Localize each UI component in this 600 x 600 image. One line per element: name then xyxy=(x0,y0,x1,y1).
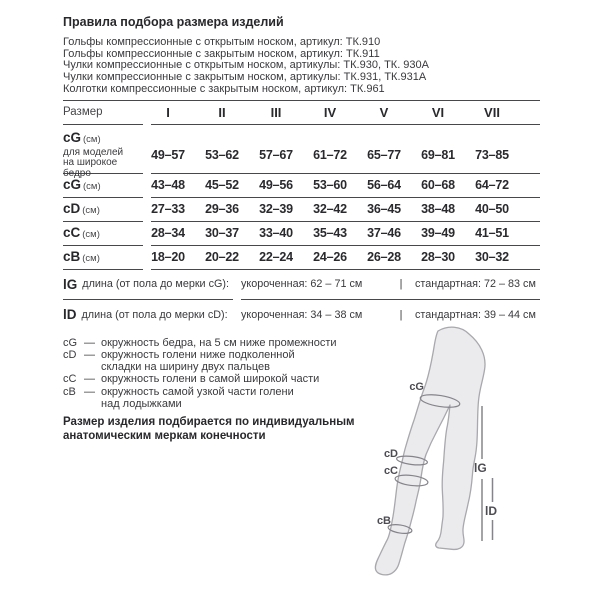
product-line: Чулки компрессионные с открытым носком, артикулы: ТК.930, ТК. 930А xyxy=(63,59,429,72)
note-code: cG xyxy=(63,336,78,349)
length-standard-value: стандартная: 39 – 44 см xyxy=(415,308,536,321)
size-value: 24–26 xyxy=(313,250,347,265)
size-table-row xyxy=(63,198,540,222)
size-value: 39–49 xyxy=(421,226,455,241)
row-data xyxy=(151,125,540,174)
row-data xyxy=(151,198,540,222)
size-table-row xyxy=(63,174,540,198)
product-list xyxy=(63,37,540,96)
row-label xyxy=(63,176,143,194)
size-table-row xyxy=(63,222,540,246)
diagram-label-cG: cG xyxy=(409,381,424,393)
size-table-row xyxy=(63,246,540,270)
diagram-label-cB: cB xyxy=(376,515,391,527)
size-value: 38–48 xyxy=(421,202,455,217)
size-value: 61–72 xyxy=(313,147,347,162)
measure-unit: (см) xyxy=(82,229,100,241)
size-header-data xyxy=(151,101,540,125)
size-column-header: III xyxy=(270,104,282,120)
size-value: 41–51 xyxy=(475,226,509,241)
size-column-header: VI xyxy=(431,104,445,120)
note-text xyxy=(101,373,319,385)
measure-unit: (см) xyxy=(83,133,101,145)
size-column-header: IV xyxy=(323,104,337,120)
size-value: 53–62 xyxy=(205,147,239,162)
size-value: 20–22 xyxy=(205,250,239,265)
size-value: 57–67 xyxy=(259,147,293,162)
length-label-cell xyxy=(63,300,233,330)
size-value: 40–50 xyxy=(475,202,509,217)
size-value: 33–40 xyxy=(259,226,293,241)
size-table-header-row xyxy=(63,101,540,125)
page-title: Правила подбора размера изделий xyxy=(63,15,284,29)
measurement-note xyxy=(63,386,378,411)
length-label: длина (от пола до мерки cD): xyxy=(81,308,228,321)
length-code: lG xyxy=(63,276,78,292)
row-label xyxy=(63,224,143,242)
note-dash: — xyxy=(84,336,95,349)
length-standard-value: стандартная: 72 – 83 см xyxy=(415,278,536,291)
length-divider: | xyxy=(399,308,403,321)
size-value: 28–34 xyxy=(151,226,185,241)
size-column-header: VII xyxy=(484,104,500,120)
diagram-label-lG: lG xyxy=(474,461,487,475)
note-line: окружность голени ниже подколенной xyxy=(101,348,295,361)
product-line: Колготки компрессионные с закрытым носком, артикул: ТК.961 xyxy=(63,82,385,95)
size-value: 35–43 xyxy=(313,226,347,241)
size-value: 27–33 xyxy=(151,202,185,217)
measure-code: cG xyxy=(63,129,82,145)
measurement-note xyxy=(63,373,378,385)
size-column-headers xyxy=(141,101,519,124)
measure-unit: (см) xyxy=(82,205,100,217)
size-header-label-cell xyxy=(63,101,143,125)
row-values xyxy=(141,174,519,197)
size-value: 43–48 xyxy=(151,178,185,193)
selection-note xyxy=(63,416,383,442)
selection-note-line: анатомическим меркам конечности xyxy=(63,429,266,442)
size-value: 64–72 xyxy=(475,178,509,193)
measurement-note xyxy=(63,337,378,349)
size-value: 73–85 xyxy=(475,147,509,162)
measure-unit: (см) xyxy=(82,253,100,265)
diagram-label-lD: lD xyxy=(485,504,497,518)
row-data xyxy=(151,174,540,198)
row-label-cell xyxy=(63,246,143,270)
size-value: 69–81 xyxy=(421,147,455,162)
size-column-header: II xyxy=(218,104,226,120)
length-divider: | xyxy=(399,278,403,291)
length-code: lD xyxy=(63,307,77,323)
note-text xyxy=(101,337,337,349)
row-values xyxy=(141,222,519,245)
size-value: 36–45 xyxy=(367,202,401,217)
measure-unit: (см) xyxy=(83,181,101,193)
product-line: Гольфы компрессионные с закрытым носком, артикул: ТК.911 xyxy=(63,47,380,60)
product-line: Гольфы компрессионные с открытым носком, артикул: ТК.910 xyxy=(63,36,381,48)
row-label-cell xyxy=(63,222,143,246)
size-value: 18–20 xyxy=(151,250,185,265)
length-row xyxy=(63,270,540,300)
note-code: cC xyxy=(63,373,77,386)
size-value: 32–42 xyxy=(313,202,347,217)
row-data xyxy=(151,222,540,246)
measure-rows xyxy=(63,125,540,270)
note-code: cD xyxy=(63,348,77,361)
measurement-note xyxy=(63,349,378,374)
size-value: 29–36 xyxy=(205,202,239,217)
size-table-row xyxy=(63,125,540,179)
diagram-label-cD: cD xyxy=(383,448,398,460)
row-values xyxy=(141,198,519,221)
length-short-value: укороченная: 62 – 71 см xyxy=(241,278,363,291)
row-label-cell xyxy=(63,198,143,222)
note-dash: — xyxy=(84,348,95,361)
size-value: 60–68 xyxy=(421,178,455,193)
size-column-header: I xyxy=(166,104,170,120)
row-label-cell xyxy=(63,174,143,198)
note-line: окружность голени в самой широкой части xyxy=(101,373,320,386)
product-line: Чулки компрессионные с закрытым носком, артикулы: ТК.931, ТК.931А xyxy=(63,71,427,84)
length-rows xyxy=(63,270,540,330)
size-value: 45–52 xyxy=(205,178,239,193)
note-code: cB xyxy=(63,385,76,398)
measure-code: cG xyxy=(63,177,82,193)
row-label xyxy=(63,200,143,218)
length-label-cell xyxy=(63,270,233,300)
row-label-cell xyxy=(63,125,143,179)
size-value: 49–56 xyxy=(259,178,293,193)
row-data xyxy=(151,246,540,270)
diagram-label-cC: cC xyxy=(383,465,398,477)
size-value: 28–30 xyxy=(421,250,455,265)
note-line: окружность самой узкой части голени xyxy=(101,385,294,398)
size-value: 37–46 xyxy=(367,226,401,241)
length-values xyxy=(241,270,540,300)
row-sublabel: для моделей на широкое бедро xyxy=(63,146,124,179)
row-label xyxy=(63,129,143,147)
size-column-header: V xyxy=(379,104,389,120)
measure-code: cB xyxy=(63,249,81,265)
note-line: над лодыжками xyxy=(101,398,182,410)
note-dash: — xyxy=(84,373,95,386)
size-value: 32–39 xyxy=(259,202,293,217)
measurement-notes xyxy=(63,337,378,411)
size-value: 30–32 xyxy=(475,250,509,265)
size-value: 65–77 xyxy=(367,147,401,162)
measure-code: cC xyxy=(63,225,81,241)
size-value: 49–57 xyxy=(151,147,185,162)
size-value: 53–60 xyxy=(313,178,347,193)
length-short-value: укороченная: 34 – 38 см xyxy=(241,308,363,321)
note-line: окружность бедра, на 5 см ниже промежности xyxy=(101,336,337,349)
leg-measurement-diagram xyxy=(345,323,575,600)
note-line: складки на ширину двух пальцев xyxy=(101,361,270,374)
length-label: длина (от пола до мерки cG): xyxy=(82,278,229,291)
size-value: 26–28 xyxy=(367,250,401,265)
measure-code: cD xyxy=(63,201,81,217)
size-value: 30–37 xyxy=(205,226,239,241)
note-text xyxy=(101,386,294,411)
note-dash: — xyxy=(84,385,95,398)
size-value: 56–64 xyxy=(367,178,401,193)
note-text xyxy=(101,349,295,374)
row-values xyxy=(141,137,519,173)
size-table xyxy=(63,100,540,330)
row-values xyxy=(141,246,519,269)
selection-note-line: Размер изделия подбирается по индивидуальным xyxy=(63,416,355,429)
size-header-label: Размер xyxy=(63,106,103,119)
row-label xyxy=(63,248,143,266)
size-value: 22–24 xyxy=(259,250,293,265)
